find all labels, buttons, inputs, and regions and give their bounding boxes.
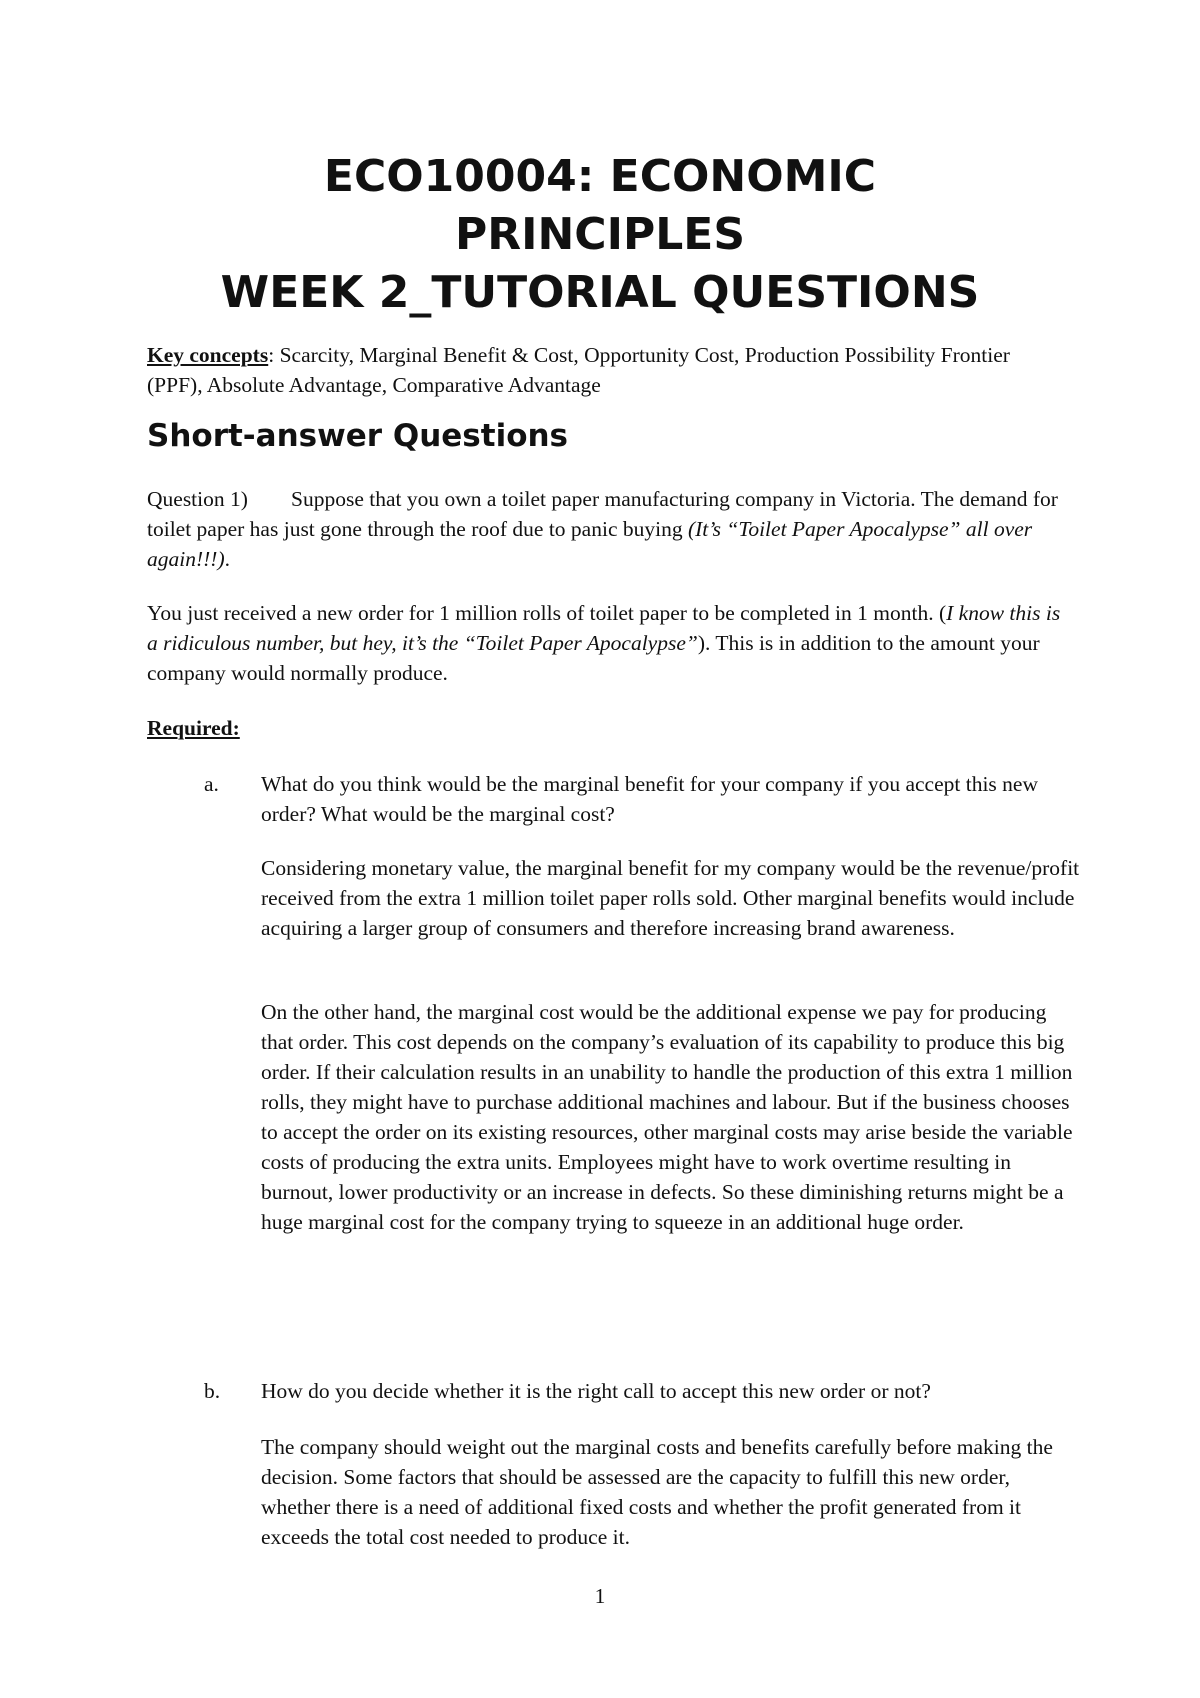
title-line-3: WEEK 2_TUTORIAL QUESTIONS [220,267,980,318]
required-text: Required: [147,716,240,740]
part-b-text: How do you decide whether it is the right call to accept this new order or not? [261,1379,931,1403]
order-end: ). This is in addition to the amount your company would normally produce. [147,631,1040,685]
order-italic: I know this is a ridiculous number, but hey, it’s the “Toilet Paper Apocalypse” [147,601,1061,655]
question-1-end: . [224,547,230,571]
title-line-2: PRINCIPLES [454,209,746,260]
section-heading: Short-answer Questions [147,418,569,454]
part-b-letter: b. [204,1379,221,1403]
part-a-answer-2: On the other hand, the marginal cost would be the additional expense we pay for producing that order. This cost depends on the company’s evaluation of its capability to produce this big order. If their calculation results in an unability to handle the production of this extra 1 million rolls, they might have to purchase additional machines and labour. But if the business chooses to accept the order on its existing resources, other marginal costs may arise beside the variable costs of producing the extra units. Employees might have to work overtime resulting in burnout, lower productivity or an increase in defects. So these diminishing returns might be a huge marginal cost for the company trying to squeeze in an additional huge order. [261,1000,1073,1234]
required-label [147,713,1067,743]
question-1-text: Suppose that you own a toilet paper manufacturing company in Victoria. The demand for toilet paper has just gone through the roof due to panic buying [147,487,1058,541]
question-1 [147,484,1067,574]
part-a-letter: a. [204,772,219,796]
page-number: 1 [594,1584,606,1608]
question-1-italic: (It’s “Toilet Paper Apocalypse” all over again!!!) [147,517,1033,571]
order-paragraph [147,598,1067,688]
part-a-text: What do you think would be the marginal benefit for your company if you accept this new order? What would be the marginal cost? [261,772,1038,826]
key-concepts-label: Key concepts [147,343,269,367]
key-concepts-text: : Scarcity, Marginal Benefit & Cost, Opportunity Cost, Production Possibility Frontier (PPF), Absolute Advantage, Comparative Advantage [147,343,1010,397]
part-b-answer: The company should weight out the marginal costs and benefits carefully before making the decision. Some factors that should be assessed are the capacity to fulfill this new order, whether there is a need of additional fixed costs and whether the profit generated from it exceeds the total cost needed to produce it. [261,1435,1053,1549]
question-1-label: Question 1) [147,487,248,511]
title-line-1: ECO10004: ECONOMIC [323,151,877,202]
order-text: You just received a new order for 1 million rolls of toilet paper to be completed in 1 month. ( [147,601,947,625]
part-a-answer-1: Considering monetary value, the marginal benefit for my company would be the revenue/profit received from the extra 1 million toilet paper rolls sold. Other marginal benefits would include acquiring a larger group of consumers and therefore increasing brand awareness. [261,856,1080,940]
key-concepts [147,340,1067,400]
page-title [0,148,1200,322]
